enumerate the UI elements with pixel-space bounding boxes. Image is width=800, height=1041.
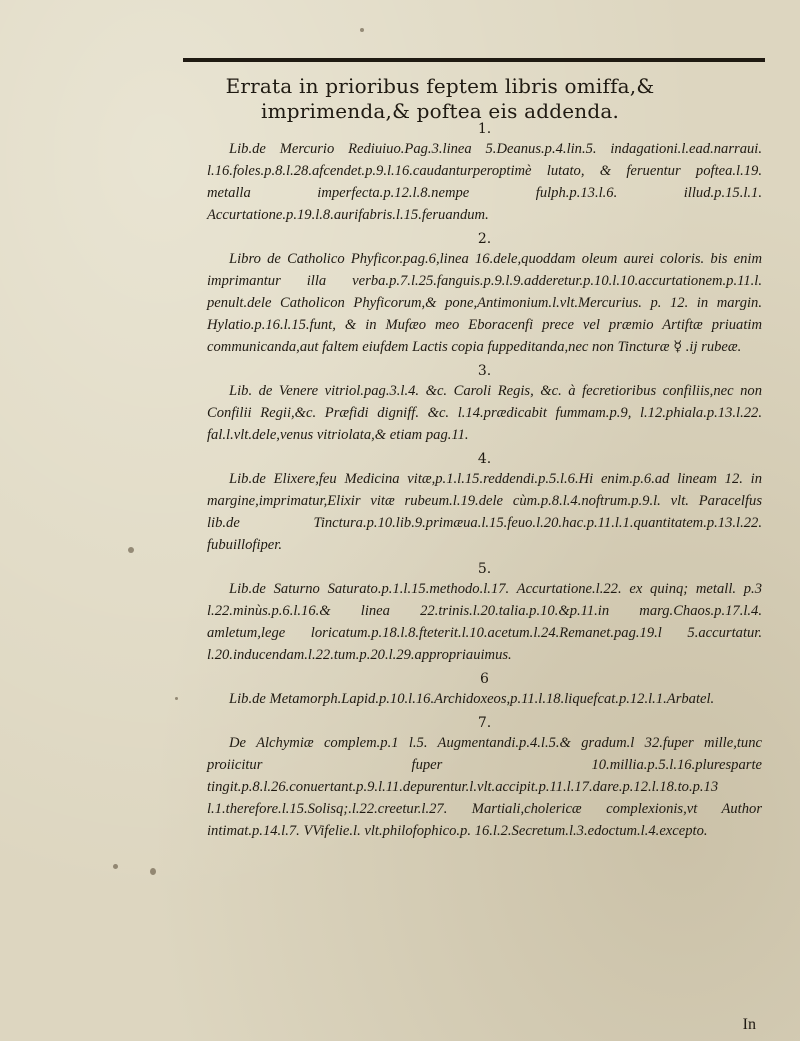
section-text: Libro de Catholico Phyficor.pag.6,linea 16.dele,quoddam oleum aurei coloris. bis enim imprimantur illa verba.p.7.l.25.fanguis.p.9.l.9.adderetur.p.10.l.10.accurtationem.p.11.l. penult.dele Catholicon Phyficorum,& pone,Antimonium.l.vlt.Mercurius. p. 12. in margin. Hylatio.p.16.l.15.funt, & in Mufæo meo Eboracenfi prece vel præmio Artiftæ priuatim communicanda,aut faltem eiufdem Lactis copia fuppeditanda,nec non Tincturæ ☿ .ij rubeæ.	[207, 251, 762, 355]
errata-section	[207, 230, 762, 358]
section-number: 3.	[477, 363, 492, 379]
section-text: De Alchymiæ complem.p.1 l.5. Augmentandi.p.4.l.5.& gradum.l 32.fuper mille,tunc proiicitur fuper 10.millia.p.5.l.16.pluresparte tingit.p.8.l.26.conuertant.p.9.l.11.depurentur.l.vlt.accipit.p.11.l.17.dare.p.12.l.18.to.p.13 l.1.therefore.l.15.Solisq;.l.22.creetur.l.27. Martiali,cholericæ complexionis,vt Author intimat.p.14.l.7. VVifelie.l. vlt.philofophico.p. 16.l.2.Secretum.l.3.edoctum.l.4.excepto.	[207, 735, 762, 839]
header-rule	[183, 58, 765, 62]
section-number: 1.	[477, 121, 492, 137]
catchword: In	[742, 1016, 756, 1033]
paper-spot	[113, 864, 118, 869]
errata-section	[207, 714, 762, 842]
paper-spot	[150, 868, 156, 875]
section-text: Lib.de Metamorph.Lapid.p.10.l.16.Archidoxeos,p.11.l.18.liquefcat.p.12.l.1.Arbatel.	[229, 691, 715, 707]
errata-section	[207, 560, 762, 666]
section-number: 4.	[477, 451, 492, 467]
section-text: Lib.de Mercurio Rediuiuo.Pag.3.linea 5.Deanus.p.4.lin.5. indagationi.l.ead.narraui. l.16.foles.p.8.l.28.afcendet.p.9.l.16.caudanturperoptimè lutato, & feruentur poftea.l.19. metalla imperfecta.p.12.l.8.nempe fulph.p.13.l.6. illud.p.15.l.1. Accurtatione.p.19.l.8.aurifabris.l.15.feruandum.	[207, 141, 762, 223]
section-number: 7.	[477, 715, 492, 731]
paper-spot	[360, 28, 364, 32]
section-number: 5.	[477, 561, 492, 577]
errata-section	[207, 120, 762, 226]
errata-section	[207, 450, 762, 556]
section-number: 2.	[477, 231, 492, 247]
errata-section	[207, 670, 762, 710]
paper-spot	[128, 547, 134, 553]
errata-section	[207, 362, 762, 446]
paper-spot	[175, 697, 178, 700]
section-text: Lib.de Saturno Saturato.p.1.l.15.methodo.l.17. Accurtatione.l.22. ex quinq; metall. p.3 l.22.minùs.p.6.l.16.& linea 22.trinis.l.20.talia.p.10.&p.11.in marg.Chaos.p.17.l.4. amletum,lege loricatum.p.18.l.8.fteterit.l.10.acetum.l.24.Remanet.pag.19.l 5.accurtatur. l.20.inducendam.l.22.tum.p.20.l.29.appropriauimus.	[207, 581, 762, 663]
page-title: Errata in prioribus feptem libris omiffa,& imprimenda,& poftea eis addenda.	[225, 74, 655, 123]
section-number: 6	[480, 671, 489, 687]
section-text: Lib. de Venere vitriol.pag.3.l.4. &c. Caroli Regis, &c. à fecretioribus confiliis,nec non Confilii Regii,&c. Præfidi digniff. &c. l.14.prædicabit fummam.p.9, l.12.phiala.p.13.l.22. fal.l.vlt.dele,venus vitriolata,& etiam pag.11.	[207, 383, 762, 443]
section-text: Lib.de Elixere,feu Medicina vitæ,p.1.l.15.reddendi.p.5.l.6.Hi enim.p.6.ad lineam 12. in margine,imprimatur,Elixir vitæ rubeum.l.19.dele cùm.p.8.l.4.noftrum.p.9.l. vlt. Paracelfus lib.de Tinctura.p.10.lib.9.primæua.l.15.feuo.l.20.hac.p.11.l.1.quantitatem.p.13.l.22. fubuillofiper.	[207, 471, 762, 553]
errata-list	[207, 118, 762, 846]
